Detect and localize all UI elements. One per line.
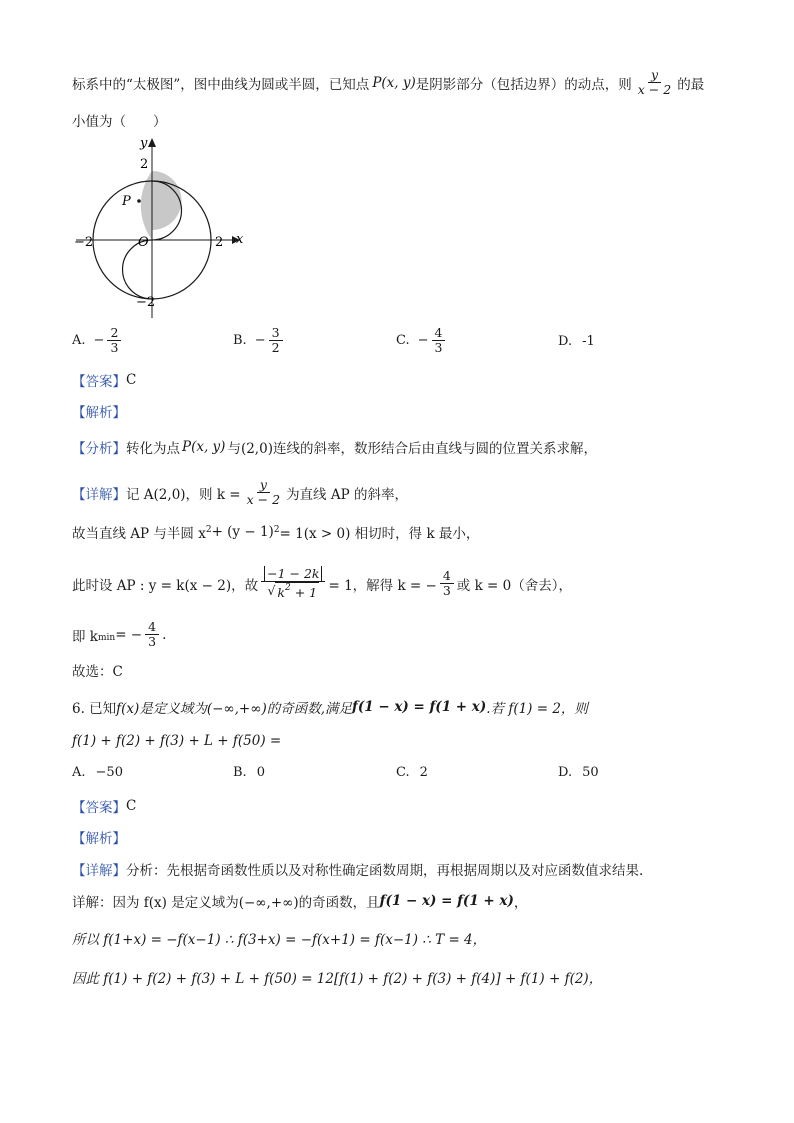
q5-stem-frac-num: y [648,68,661,83]
q5-option-a-sign: − [93,333,105,348]
q6-stem-line2 [72,733,281,749]
q5-stem-text-d: 的最 [677,76,705,93]
q5-option-d-value: -1 [582,334,595,349]
q5-xj3-fraction [261,567,325,600]
q6-option-a-value: −50 [95,765,123,780]
q5-xj4-text-a: 即 k [72,628,98,645]
tick-y-bottom: −2 [136,295,156,310]
q5-option-b-num: 3 [269,326,283,341]
q5-option-a-letter: A. [72,333,86,348]
q6-stem-text-d: .若 f(1) = 2，则 [486,701,588,717]
q6-xiangjie-line4 [72,967,602,987]
y-axis-arrow [148,138,156,147]
q5-answer-tag: 【答案】 [72,374,126,390]
q5-xj3-text-b: = 1，解得 k = − [328,577,437,594]
q5-xiangjie-tag: 【详解】 [72,486,126,503]
y-axis-label: y [140,136,148,151]
tick-x-left: −2 [74,235,94,250]
tick-x-right: 2 [215,235,224,250]
q5-stem-line2 [72,110,167,130]
q5-fenxi-point [182,439,225,455]
q5-option-c[interactable] [396,326,448,355]
q5-xj1-frac-num: y [257,478,270,493]
q5-xj3-radicand-k: k [277,585,285,601]
q6-xj2-text-c: ， [513,895,528,911]
q5-xj3-abs-expr: −1 − 2k [264,566,322,581]
q5-option-b-letter: B. [233,333,247,348]
q5-analysis-line [72,401,126,421]
q5-xj4-text-b: = − [115,626,143,643]
q6-xiangjie-line2 [72,891,527,911]
q5-option-c-num: 4 [432,326,446,341]
q6-option-b-letter: B. [233,765,247,780]
q5-stem-text-line2: 小值为（ ） [72,114,167,130]
q6-option-c[interactable] [396,765,428,780]
q6-xj2-condition: f(1 − x) = f(1 + x) [379,893,514,909]
q5-stem-text-a: 标系中的“太极图”，图中曲线为圆或半圆，已知点 [72,76,370,93]
q5-option-c-letter: C. [396,333,410,348]
q5-xj2-text-b: + (y − 1) [211,524,274,540]
q5-option-a-num: 2 [107,326,121,341]
q5-xj3-ans-num: 4 [440,569,454,584]
q5-option-d[interactable] [558,334,595,349]
q6-answer-line [72,796,136,816]
q5-stem-line1 [72,68,704,97]
q5-stem-fraction [635,68,674,97]
q6-analysis-tag: 【解析】 [72,831,126,847]
q5-option-d-letter: D. [558,334,573,349]
q5-stem-point: P [372,74,382,91]
q5-xj2-text-c: = 1(x > 0) 相切时，得 k 最小， [279,526,480,542]
q6-option-c-value: 2 [419,765,428,780]
q5-stem-frac-den: x − 2 [637,82,672,97]
q6-xiangjie-line1 [72,859,643,879]
origin-label: O [138,235,149,250]
q5-fenxi-tag: 【分析】 [72,441,126,457]
q5-xj3-text-a: 此时设 AP : y = k(x − 2)，故 [72,577,259,594]
q5-option-b-den: 2 [271,340,280,355]
q5-choose-text: 故选：C [72,664,123,680]
q6-option-d[interactable] [558,765,599,780]
q6-xj1-text: 分析：先根据奇函数性质以及对称性确定函数周期，再根据周期以及对应函数值求结果. [126,863,644,879]
q6-xiangjie-tag: 【详解】 [72,863,126,879]
q6-stem-text-a: 6. 已知 [72,701,117,717]
q6-stem-text-b: f(x)是定义域为(−∞,+∞)的奇函数,满足 [116,701,353,717]
q6-answer-value: C [126,798,137,814]
q5-option-b[interactable] [233,326,286,355]
q5-answer-value: C [126,372,137,388]
q5-xj4-frac-den: 3 [148,634,157,649]
q6-stem-line1 [72,697,588,717]
q5-xj3-radicand: $k^2 + 1$ [277,583,318,601]
q6-answer-tag: 【答案】 [72,800,126,816]
q5-xj2-text-a: 故当直线 AP 与半圆 x [72,526,206,542]
q5-xj3-frac-den: √ $k^2 + 1$ [267,583,318,601]
q5-fenxi-text-b: 与(2,0)连线的斜率，数形结合后由直线与圆的位置关系求解， [227,441,597,457]
q5-option-a[interactable] [72,326,124,355]
q5-xj2-sup1: 2 [205,525,212,535]
q6-option-a-letter: A. [72,765,86,780]
q5-fenxi-text-a: 转化为点 [126,441,180,457]
q5-option-a-den: 3 [110,340,119,355]
q5-xj2-sup2: 2 [273,525,280,535]
q6-sum-expression: f(1) + f(2) + f(3) + L + f(50) = [72,733,282,749]
q6-xj4-text: 因此 f(1) + f(2) + f(3) + L + f(50) = 12[f(1) + f(2) + f(3) + f(4)] + f(1) + f(2)， [72,971,603,987]
q5-xj1-text-b: 为直线 AP 的斜率， [286,486,408,503]
q5-xj3-ans-den: 3 [442,583,451,599]
q5-xj4-frac-num: 4 [145,620,159,635]
q6-xj3-text: 所以 f(1+x) = −f(x−1) ∴ f(3+x) = −f(x+1) = f(x−1) ∴ T = 4， [72,932,487,948]
q6-option-d-value: 50 [582,765,599,780]
q5-option-c-sign: − [417,333,429,348]
q5-option-b-sign: − [254,333,266,348]
q5-fenxi-point-coords: (x, y) [191,439,226,455]
q5-xj1-frac-den: x − 2 [246,492,281,507]
q6-stem-condition: f(1 − x) = f(1 + x) [352,699,487,715]
q5-xiangjie-line1 [72,478,408,507]
q6-option-b[interactable] [233,765,265,780]
tick-y-top: 2 [140,157,149,172]
q5-stem-text-c: 是阴影部分（包括边界）的动点，则 [415,76,632,93]
q5-xj4-text-c: . [162,626,167,643]
point-dot [137,199,141,203]
q5-fenxi-line [72,437,597,457]
q5-answer-line [72,370,136,390]
q5-option-b-fraction [269,326,283,355]
q5-xj4-fraction [145,620,159,649]
q5-xj3-frac-num [261,567,325,582]
q5-choose-line [72,660,123,680]
q5-option-a-fraction [107,326,121,355]
point-label: P [122,194,131,209]
taiji-figure [68,130,258,325]
q5-xj3-answer-fraction [440,569,454,598]
q5-xj1-text-a: 记 A(2,0)，则 k = [126,486,241,503]
q5-xiangjie-line3 [72,567,572,600]
q5-xj1-fraction [244,478,283,507]
q5-fenxi-point-label: P [182,439,192,455]
x-axis-label: x [236,232,244,247]
q6-analysis-line [72,827,126,847]
q5-stem-coords: (x, y) [381,74,416,91]
q5-xj3-text-c: 或 k = 0（舍去）， [456,577,573,594]
q5-xiangjie-line4 [72,620,166,649]
q5-xiangjie-line2 [72,522,479,542]
q6-xiangjie-line3 [72,928,486,948]
q5-xj4-sub: min [97,632,116,643]
q5-analysis-tag: 【解析】 [72,405,126,421]
q6-option-c-letter: C. [396,765,410,780]
q6-option-a[interactable] [72,765,123,780]
q5-option-c-fraction [432,326,446,355]
q6-xj2-text-a: 详解：因为 f(x) 是定义域为(−∞,+∞)的奇函数，且 [72,895,380,911]
q6-option-b-value: 0 [256,765,265,780]
q5-option-c-den: 3 [434,340,443,355]
q6-option-d-letter: D. [558,765,573,780]
